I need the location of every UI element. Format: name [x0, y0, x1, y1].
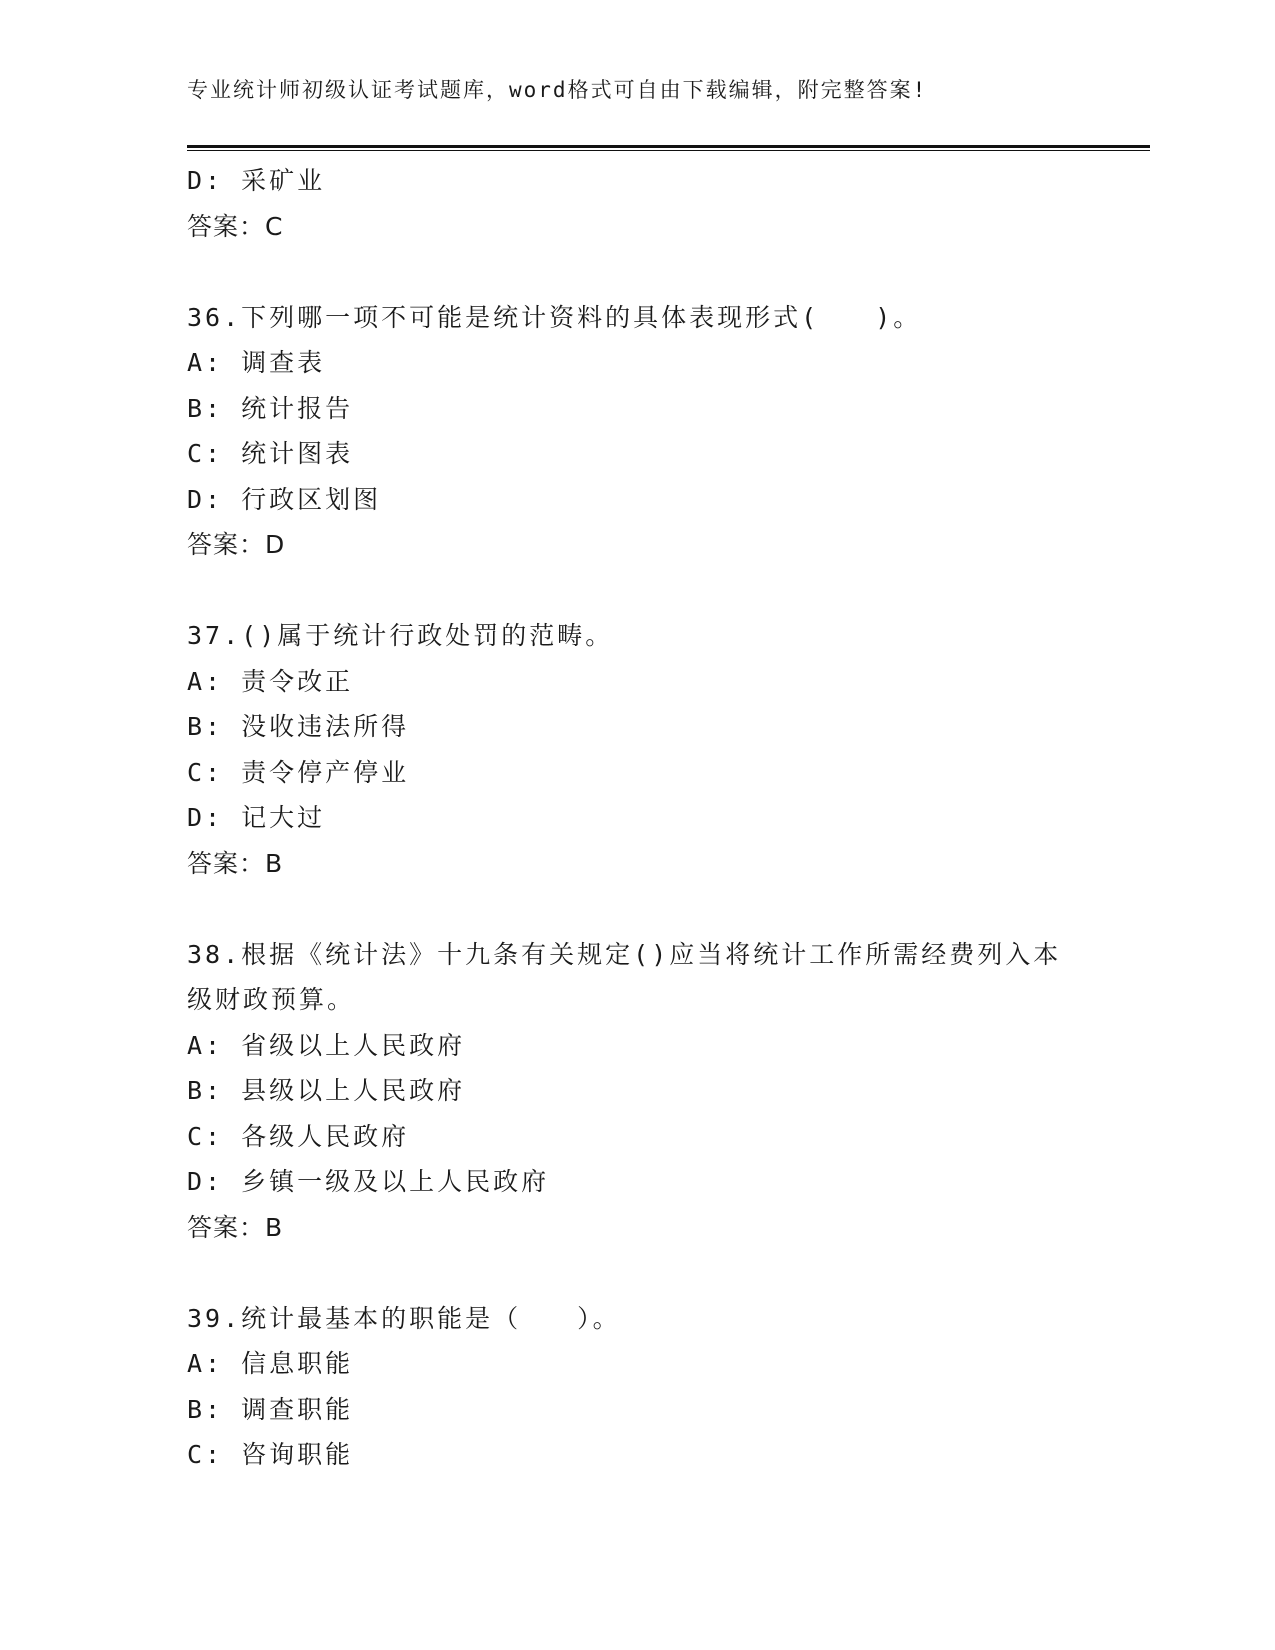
- question-stem: 39.统计最基本的职能是（ ）。: [187, 1303, 621, 1333]
- spacer: [187, 886, 1087, 932]
- page-header: 专业统计师初级认证考试题库，word格式可自由下载编辑，附完整答案!: [187, 78, 928, 102]
- header-rule-thin: [187, 150, 1150, 151]
- option-a: A: 责令改正: [187, 666, 354, 696]
- option-c: C: 责令停产停业: [187, 757, 410, 787]
- question-stem: 38.根据《统计法》十九条有关规定()应当将统计工作所需经费列入本级财政预算。: [187, 939, 1062, 1014]
- spacer: [187, 249, 1087, 295]
- question-stem: 36.下列哪一项不可能是统计资料的具体表现形式( )。: [187, 302, 922, 332]
- option-c: C: 咨询职能: [187, 1440, 354, 1469]
- option-b: B: 县级以上人民政府: [187, 1076, 466, 1105]
- option-a: A: 调查表: [187, 348, 326, 377]
- spacer: [187, 568, 1087, 614]
- option-d: D: 记大过: [187, 803, 326, 832]
- header-rule-thick: [187, 145, 1150, 148]
- option-d: D: 采矿业: [187, 166, 326, 195]
- answer: 答案：D: [187, 530, 286, 559]
- spacer: [187, 1250, 1087, 1296]
- option-a: A: 省级以上人民政府: [187, 1030, 466, 1060]
- option-b: B: 没收违法所得: [187, 712, 410, 741]
- option-d: D: 行政区划图: [187, 484, 382, 514]
- question-list: [187, 158, 1087, 1478]
- option-b: B: 调查职能: [187, 1394, 354, 1424]
- answer: 答案：C: [187, 211, 284, 241]
- option-c: C: 统计图表: [187, 439, 354, 468]
- option-c: C: 各级人民政府: [187, 1121, 410, 1151]
- option-a: A: 信息职能: [187, 1349, 354, 1378]
- option-d: D: 乡镇一级及以上人民政府: [187, 1167, 550, 1196]
- question-stem: 37.()属于统计行政处罚的范畴。: [187, 621, 614, 650]
- answer: 答案：B: [187, 848, 284, 878]
- option-b: B: 统计报告: [187, 393, 354, 423]
- answer: 答案：B: [187, 1212, 284, 1242]
